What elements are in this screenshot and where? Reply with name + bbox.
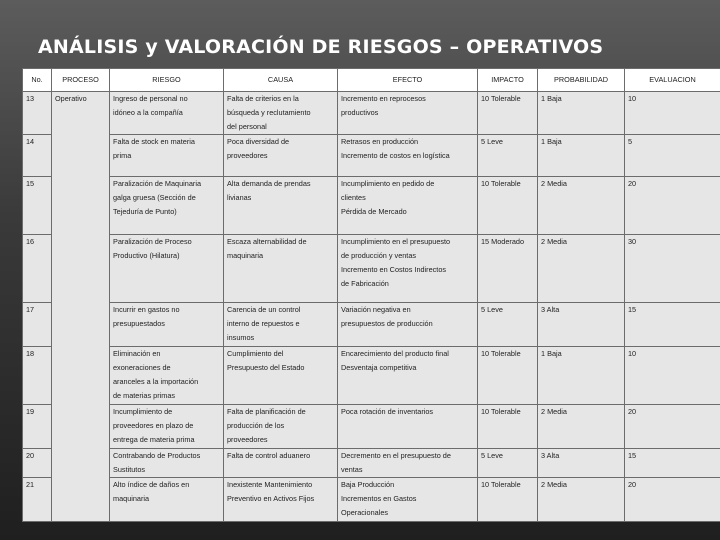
evaluacion-cell: 15 — [625, 449, 720, 478]
row-number: 14 — [23, 135, 52, 177]
causa-cell: Escaza alternabilidad de maquinaria — [224, 235, 338, 303]
probabilidad-cell: 1 Baja — [538, 92, 625, 135]
row-number: 21 — [23, 478, 52, 522]
row-number: 13 — [23, 92, 52, 135]
proceso-cell: Operativo — [52, 92, 110, 522]
efecto-cell: Poca rotación de inventarios — [338, 405, 478, 449]
table-row — [23, 449, 720, 478]
riesgo-cell: Eliminación en exoneraciones de aranceles a la importación de materias primas — [110, 347, 224, 405]
riesgo-cell: Paralización de Proceso Productivo (Hilatura) — [110, 235, 224, 303]
probabilidad-cell: 3 Alta — [538, 449, 625, 478]
probabilidad-cell: 2 Media — [538, 405, 625, 449]
page-title: ANÁLISIS y VALORACIÓN DE RIESGOS – OPERATIVOS — [38, 36, 604, 58]
row-number: 20 — [23, 449, 52, 478]
header-proceso: PROCESO — [52, 69, 110, 92]
efecto-cell: Decremento en el presupuesto de ventas — [338, 449, 478, 478]
causa-cell: Falta de planificación de producción de los proveedores — [224, 405, 338, 449]
probabilidad-cell: 3 Alta — [538, 303, 625, 347]
impacto-cell: 5 Leve — [478, 449, 538, 478]
table-row — [23, 177, 720, 235]
riesgo-cell: Alto índice de daños en maquinaria — [110, 478, 224, 522]
evaluacion-cell: 20 — [625, 405, 720, 449]
impacto-cell: 10 Tolerable — [478, 92, 538, 135]
evaluacion-cell: 20 — [625, 478, 720, 522]
riesgo-cell: Ingreso de personal no idóneo a la compañía — [110, 92, 224, 135]
efecto-cell: Incumplimiento en pedido de clientes Pérdida de Mercado — [338, 177, 478, 235]
evaluacion-cell: 5 — [625, 135, 720, 177]
causa-cell: Falta de control aduanero — [224, 449, 338, 478]
probabilidad-cell: 2 Media — [538, 235, 625, 303]
efecto-cell: Incumplimiento en el presupuesto de producción y ventas Incremento en Costos Indirectos de Fabricación — [338, 235, 478, 303]
efecto-cell: Variación negativa en presupuestos de producción — [338, 303, 478, 347]
efecto-cell: Encarecimiento del producto final Desventaja competitiva — [338, 347, 478, 405]
causa-cell: Inexistente Mantenimiento Preventivo en Activos Fijos — [224, 478, 338, 522]
probabilidad-cell: 1 Baja — [538, 135, 625, 177]
riesgo-cell: Incurrir en gastos no presupuestados — [110, 303, 224, 347]
impacto-cell: 10 Tolerable — [478, 478, 538, 522]
header-impacto: IMPACTO — [478, 69, 538, 92]
row-number: 15 — [23, 177, 52, 235]
evaluacion-cell: 30 — [625, 235, 720, 303]
row-number: 18 — [23, 347, 52, 405]
riesgo-cell: Paralización de Maquinaria galga gruesa (Sección de Tejeduría de Punto) — [110, 177, 224, 235]
evaluacion-cell: 10 — [625, 347, 720, 405]
risk-table — [22, 68, 720, 522]
probabilidad-cell: 2 Media — [538, 478, 625, 522]
header-row — [23, 69, 720, 92]
efecto-cell: Incremento en reprocesos productivos — [338, 92, 478, 135]
row-number: 16 — [23, 235, 52, 303]
evaluacion-cell: 10 — [625, 92, 720, 135]
row-number: 19 — [23, 405, 52, 449]
impacto-cell: 15 Moderado — [478, 235, 538, 303]
riesgo-cell: Contrabando de Productos Sustitutos — [110, 449, 224, 478]
impacto-cell: 10 Tolerable — [478, 177, 538, 235]
efecto-cell: Baja Producción Incrementos en Gastos Operacionales — [338, 478, 478, 522]
impacto-cell: 5 Leve — [478, 135, 538, 177]
probabilidad-cell: 2 Media — [538, 177, 625, 235]
evaluacion-cell: 20 — [625, 177, 720, 235]
causa-cell: Cumplimiento del Presupuesto del Estado — [224, 347, 338, 405]
table-row — [23, 405, 720, 449]
impacto-cell: 10 Tolerable — [478, 347, 538, 405]
evaluacion-cell: 15 — [625, 303, 720, 347]
row-number: 17 — [23, 303, 52, 347]
impacto-cell: 10 Tolerable — [478, 405, 538, 449]
table-row — [23, 478, 720, 522]
table-row — [23, 135, 720, 177]
header-efecto: EFECTO — [338, 69, 478, 92]
impacto-cell: 5 Leve — [478, 303, 538, 347]
header-evaluacion: EVALUACION — [625, 69, 720, 92]
causa-cell: Poca diversidad de proveedores — [224, 135, 338, 177]
causa-cell: Falta de criterios en la búsqueda y reclutamiento del personal — [224, 92, 338, 135]
header-riesgo: RIESGO — [110, 69, 224, 92]
table-row — [23, 235, 720, 303]
causa-cell: Carencia de un control interno de repuestos e insumos — [224, 303, 338, 347]
table-row — [23, 347, 720, 405]
header-no: No. — [23, 69, 52, 92]
riesgo-cell: Incumplimiento de proveedores en plazo de entrega de materia prima — [110, 405, 224, 449]
table-row — [23, 92, 720, 135]
header-probabilidad: PROBABILIDAD — [538, 69, 625, 92]
causa-cell: Alta demanda de prendas livianas — [224, 177, 338, 235]
header-causa: CAUSA — [224, 69, 338, 92]
table-row — [23, 303, 720, 347]
efecto-cell: Retrasos en producción Incremento de costos en logística — [338, 135, 478, 177]
riesgo-cell: Falta de stock en materia prima — [110, 135, 224, 177]
probabilidad-cell: 1 Baja — [538, 347, 625, 405]
